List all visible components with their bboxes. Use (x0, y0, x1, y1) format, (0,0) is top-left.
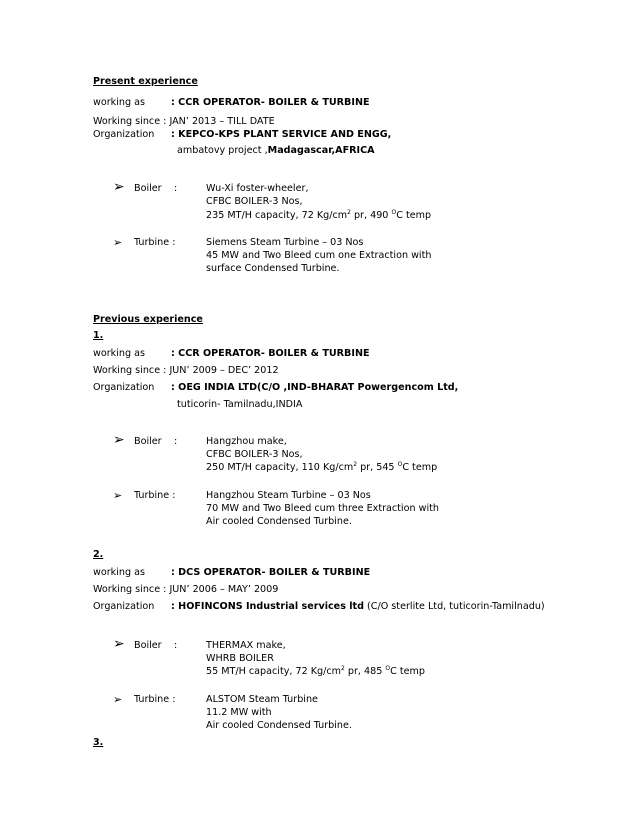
previous-experience-heading: Previous experience (93, 314, 203, 325)
turbine-line-3: Air cooled Condensed Turbine. (206, 720, 352, 731)
bullet-arrow-icon: ➢ (113, 489, 123, 502)
boiler-capacity-text: 55 MT/H capacity, 72 Kg/cm (206, 666, 341, 677)
boiler-temp-text: C temp (396, 210, 432, 221)
boiler-line-2: WHRB BOILER (206, 653, 274, 664)
entry-working-since-row (93, 584, 278, 595)
turbine-line-2: 70 MW and Two Bleed cum three Extraction with (206, 503, 439, 514)
boiler-line-3 (206, 210, 431, 221)
organization-value: : KEPCO-KPS PLANT SERVICE AND ENGG, (171, 129, 392, 140)
superscript: 2 (347, 208, 351, 216)
project-name: ambatovy project , (177, 145, 268, 156)
working-as-value: : DCS OPERATOR- BOILER & TURBINE (171, 567, 371, 578)
boiler-line-3 (206, 666, 425, 677)
organization-label: Organization (93, 129, 155, 140)
present-organization-line2 (177, 145, 375, 156)
bullet-arrow-icon: ➢ (113, 432, 125, 448)
bullet-arrow-icon: ➢ (113, 179, 125, 195)
turbine-line-2: 11.2 MW with (206, 707, 272, 718)
working-since-label: Working since : (93, 365, 167, 376)
organization-label: Organization (93, 382, 155, 393)
boiler-label: Boiler (134, 436, 162, 447)
entry-organization-line2: tuticorin- Tamilnadu,INDIA (177, 399, 303, 410)
present-experience-heading: Present experience (93, 76, 198, 87)
turbine-line-3: Air cooled Condensed Turbine. (206, 516, 352, 527)
entry-number: 1. (93, 330, 104, 341)
present-organization-row (93, 129, 391, 140)
entry-number: 3. (93, 737, 104, 748)
boiler-label: Boiler (134, 183, 162, 194)
boiler-label: Boiler (134, 640, 162, 651)
boiler-line-2: CFBC BOILER-3 Nos, (206, 196, 303, 207)
entry-working-as-row (93, 348, 370, 359)
boiler-capacity-text: 250 MT/H capacity, 110 Kg/cm (206, 462, 354, 473)
turbine-line-1: ALSTOM Steam Turbine (206, 694, 318, 705)
superscript: 2 (353, 460, 358, 468)
present-working-as-row (93, 97, 370, 108)
organization-value: : HOFINCONS Industrial services ltd (171, 601, 364, 612)
boiler-line-1: Wu-Xi foster-wheeler, (206, 183, 309, 194)
boiler-line-1: Hangzhou make, (206, 436, 287, 447)
working-since-value: JUN’ 2009 – DEC’ 2012 (169, 365, 279, 376)
organization-label: Organization (93, 601, 155, 612)
entry-organization-row (93, 382, 458, 393)
present-working-since-row (93, 116, 275, 127)
boiler-capacity-text: 235 MT/H capacity, 72 Kg/cm (206, 210, 348, 221)
superscript: 2 (340, 664, 345, 672)
bullet-arrow-icon: ➢ (113, 693, 123, 706)
working-since-label: Working since : (93, 584, 167, 595)
superscript: O (391, 208, 397, 216)
boiler-colon: : (174, 436, 178, 447)
boiler-line-3 (206, 462, 437, 473)
boiler-temp-text: C temp (390, 666, 425, 677)
turbine-line-1: Hangzhou Steam Turbine – 03 Nos (206, 490, 371, 501)
entry-number: 2. (93, 549, 104, 560)
boiler-temp-text: C temp (402, 462, 438, 473)
boiler-pressure-text: pr, 485 (344, 666, 386, 677)
working-as-label: working as (93, 567, 145, 578)
entry-working-as-row (93, 567, 370, 578)
bullet-arrow-icon: ➢ (113, 236, 123, 249)
turbine-label: Turbine : (134, 237, 176, 248)
turbine-line-1: Siemens Steam Turbine – 03 Nos (206, 237, 364, 248)
turbine-line-2: 45 MW and Two Bleed cum one Extraction with (206, 250, 432, 261)
boiler-colon: : (174, 640, 178, 651)
working-since-value: JUN’ 2006 – MAY’ 2009 (169, 584, 279, 595)
boiler-line-2: CFBC BOILER-3 Nos, (206, 449, 303, 460)
boiler-pressure-text: pr, 490 (350, 210, 392, 221)
working-since-value: JAN’ 2013 – TILL DATE (169, 116, 275, 127)
bullet-arrow-icon: ➢ (113, 636, 125, 652)
superscript: O (397, 460, 403, 468)
boiler-colon: : (174, 183, 178, 194)
boiler-pressure-text: pr, 545 (357, 462, 398, 473)
organization-detail: (C/O sterlite Ltd, tuticorin-Tamilnadu) (363, 601, 545, 612)
project-location: Madagascar,AFRICA (267, 145, 375, 156)
working-as-value: : CCR OPERATOR- BOILER & TURBINE (171, 348, 370, 359)
organization-value: : OEG INDIA LTD(C/O ,IND-BHARAT Powergencom Ltd, (171, 382, 459, 393)
working-as-label: working as (93, 97, 145, 108)
turbine-label: Turbine : (134, 490, 176, 501)
working-as-label: working as (93, 348, 145, 359)
boiler-line-1: THERMAX make, (206, 640, 286, 651)
turbine-line-3: surface Condensed Turbine. (206, 263, 340, 274)
working-since-label: Working since : (93, 116, 167, 127)
working-as-value: : CCR OPERATOR- BOILER & TURBINE (171, 97, 370, 108)
entry-organization-row (93, 601, 545, 612)
turbine-label: Turbine : (134, 694, 176, 705)
entry-working-since-row (93, 365, 279, 376)
superscript: O (385, 664, 391, 672)
